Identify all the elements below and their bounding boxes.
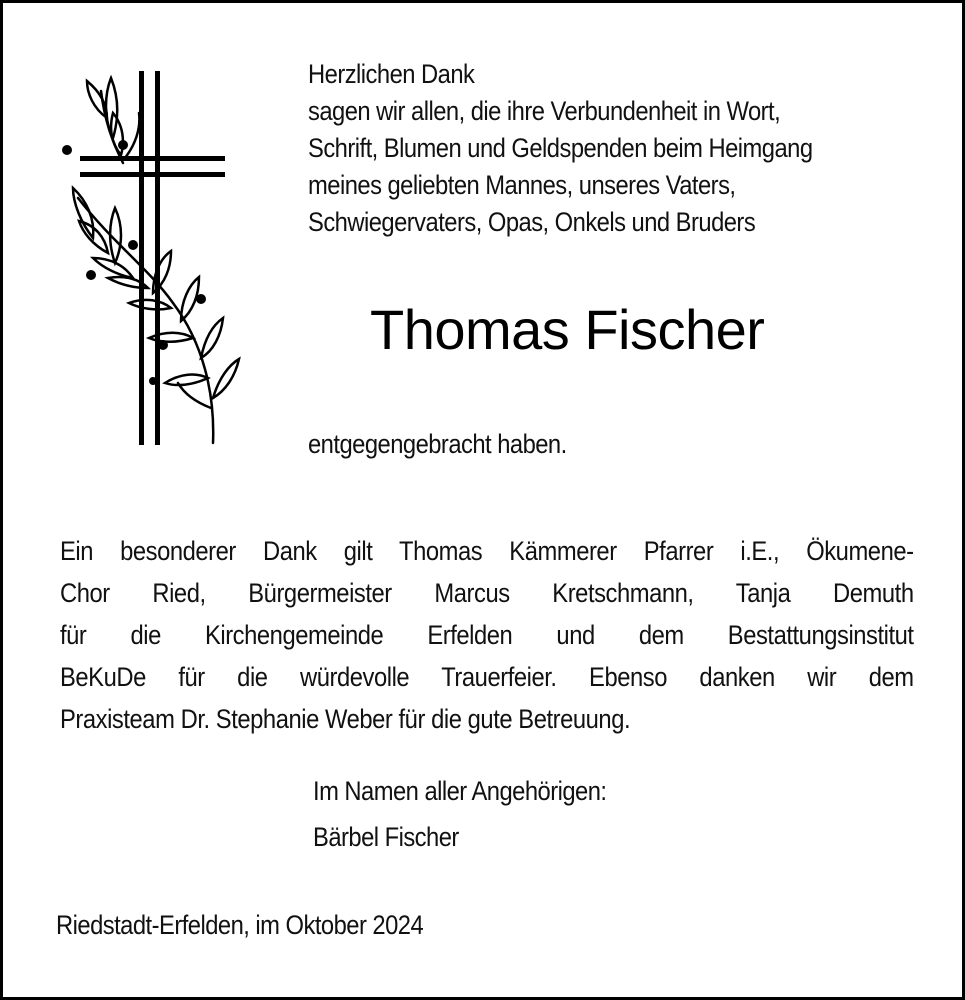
- cross-with-olive-branch-icon: [53, 63, 253, 453]
- thanks-line: Praxisteam Dr. Stephanie Weber für die gute Betreuung.: [60, 704, 631, 734]
- intro-line: Herzlichen Dank: [308, 59, 475, 89]
- thanks-line: BeKuDe für die würdevolle Trauerfeier. Ebenso danken wir dem: [60, 662, 914, 692]
- closing-phrase: entgegengebracht haben.: [308, 429, 567, 459]
- thanks-line: für die Kirchengemeinde Erfelden und dem Bestattungsinstitut: [60, 620, 914, 650]
- intro-line: Schrift, Blumen und Geldspenden beim Heimgang: [308, 133, 813, 163]
- intro-line: Schwiegervaters, Opas, Onkels und Bruders: [308, 207, 756, 237]
- intro-text: [308, 56, 871, 241]
- special-thanks-paragraph: [60, 530, 914, 740]
- intro-line: meines geliebten Mannes, unseres Vaters,: [308, 170, 736, 200]
- deceased-name: Thomas Fischer: [370, 298, 765, 361]
- signature-block: [313, 768, 606, 860]
- signer-name: Bärbel Fischer: [313, 822, 459, 852]
- intro-line: sagen wir allen, die ihre Verbundenheit in Wort,: [308, 96, 781, 126]
- on-behalf-line: Im Namen aller Angehörigen:: [313, 776, 607, 806]
- thanks-line: Ein besonderer Dank gilt Thomas Kämmerer Pfarrer i.E., Ökumene-: [60, 536, 914, 566]
- thanks-line: Chor Ried, Bürgermeister Marcus Kretschmann, Tanja Demuth: [60, 578, 914, 608]
- place-and-date: Riedstadt-Erfelden, im Oktober 2024: [56, 910, 424, 940]
